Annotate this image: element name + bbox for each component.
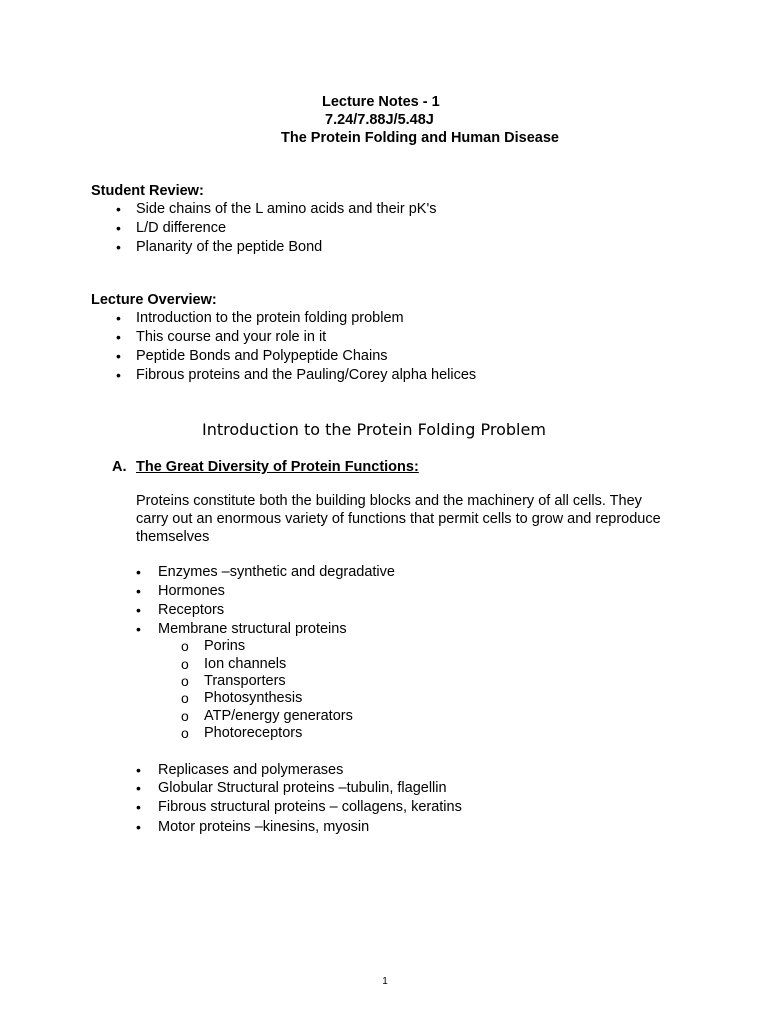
sub-bullet-glyph: o [181,673,189,689]
bullet-glyph: • [136,762,141,778]
list-item: Side chains of the L amino acids and their pK's [136,201,437,217]
sub-bullet-glyph: o [181,708,189,724]
bullet-glyph: • [136,819,141,835]
list-item: Membrane structural proteins [158,621,347,637]
intro-paragraph: Proteins constitute both the building blocks and the machinery of all cells. They carry out an enormous variety of functions that permit cells to grow and reproduce themselves [136,493,661,545]
bullet-glyph: • [136,780,141,796]
bullet-glyph: • [136,564,141,580]
course-numbers: 7.24/7.88J/5.48J [325,112,434,128]
bullet-glyph: • [116,367,121,383]
bullet-glyph: • [116,220,121,236]
list-item: Introduction to the protein folding problem [136,310,404,326]
section-title: Introduction to the Protein Folding Problem [202,420,546,439]
list-item: Receptors [158,602,225,618]
bullet-glyph: • [116,329,121,345]
sublist-item: Porins [204,638,246,654]
sub-bullet-glyph: o [181,656,189,672]
sub-bullet-glyph: o [181,725,189,741]
list-item: L/D difference [136,220,227,236]
bullet-glyph: • [116,239,121,255]
student-review-heading: Student Review: [91,183,204,199]
list-item: Fibrous structural proteins – collagens, keratins [158,799,462,815]
list-item: Peptide Bonds and Polypeptide Chains [136,348,388,364]
bullet-glyph: • [136,602,141,618]
subsection-title: The Great Diversity of Protein Functions: [136,459,419,475]
sublist-item: ATP/energy generators [204,708,353,724]
sublist-item: Photoreceptors [204,725,303,741]
list-item: This course and your role in it [136,329,327,345]
list-item: Fibrous proteins and the Pauling/Corey alpha helices [136,367,477,383]
sublist-item: Ion channels [204,656,287,672]
bullet-glyph: • [116,310,121,326]
bullet-glyph: • [116,201,121,217]
bullet-glyph: • [136,799,141,815]
bullet-glyph: • [136,583,141,599]
list-item: Globular Structural proteins –tubulin, flagellin [158,780,447,796]
list-item: Motor proteins –kinesins, myosin [158,819,370,835]
sub-bullet-glyph: o [181,638,189,654]
bullet-glyph: • [116,348,121,364]
list-item: Hormones [158,583,225,599]
subsection-letter: A. [112,459,127,475]
lecture-overview-heading: Lecture Overview: [91,292,217,308]
list-item: Planarity of the peptide Bond [136,239,323,255]
list-item: Enzymes –synthetic and degradative [158,564,395,580]
sublist-item: Transporters [204,673,286,689]
sub-bullet-glyph: o [181,690,189,706]
list-item: Replicases and polymerases [158,762,344,778]
sublist-item: Photosynthesis [204,690,303,706]
course-title: The Protein Folding and Human Disease [281,130,559,146]
lecture-notes-title: Lecture Notes - 1 [322,94,440,110]
bullet-glyph: • [136,621,141,637]
page-number: 1 [382,976,388,987]
